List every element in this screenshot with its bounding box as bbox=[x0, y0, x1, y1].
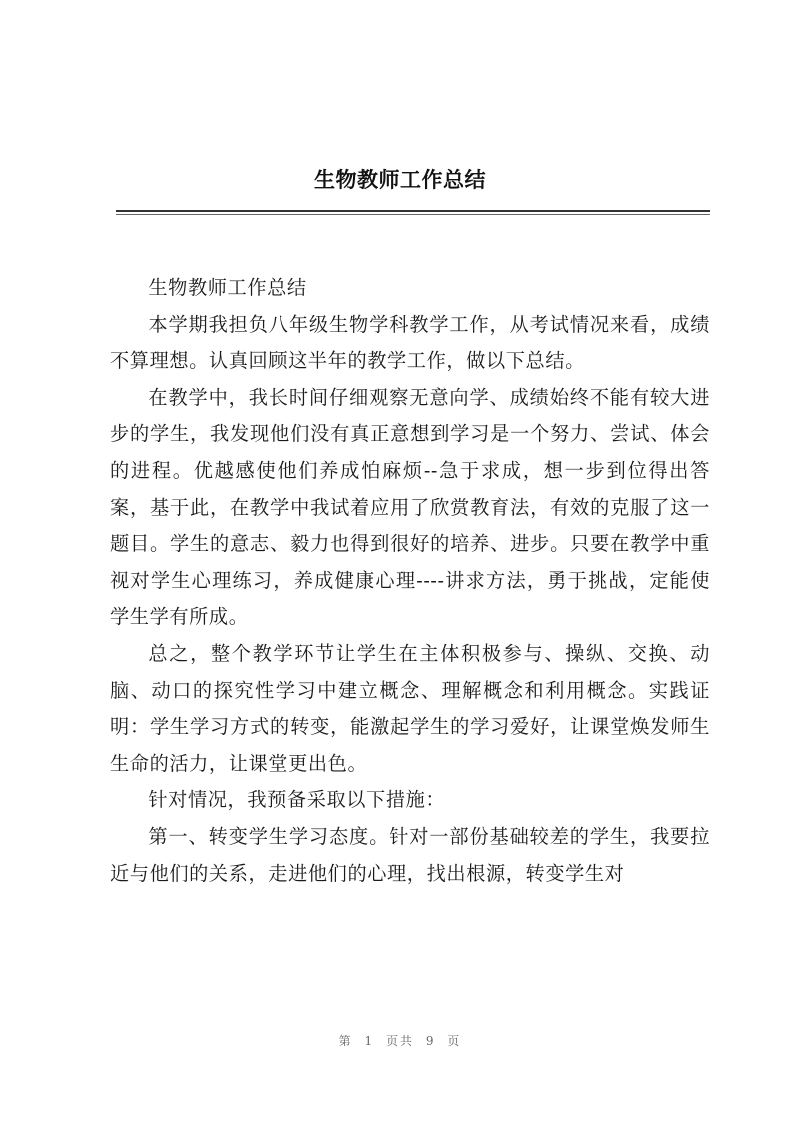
document-body bbox=[110, 270, 710, 892]
paragraph: 第一、转变学生学习态度。针对一部份基础较差的学生，我要拉近与他们的关系，走进他们的心理，找出根源，转变学生对 bbox=[110, 824, 710, 885]
paragraph: 在教学中，我长时间仔细观察无意向学、成绩始终不能有较大进步的学生，我发现他们没有真正意想到学习是一个努力、尝试、体会的进程。优越感使他们养成怕麻烦--急于求成，想一步到位得出答案，基于此，在教学中我试着应用了欣赏教育法，有效的克服了这一题目。学生的意志、毅力也得到很好的培养、进步。只要在教学中重视对学生心理练习，养成健康心理----讲求方法，勇于挑战，定能使学生学有所成。 bbox=[110, 385, 710, 629]
paragraph: 针对情况，我预备采取以下措施： bbox=[148, 788, 446, 812]
page-label-suffix: 页 bbox=[447, 1034, 462, 1048]
document-title: 生物教师工作总结 bbox=[314, 168, 486, 192]
page-footer bbox=[0, 1032, 800, 1049]
paragraph: 本学期我担负八年级生物学科教学工作，从考试情况来看，成绩不算理想。认真回顾这半年的教学工作，做以下总结。 bbox=[110, 312, 710, 373]
page-label-middle: 页共 bbox=[385, 1034, 414, 1048]
paragraph: 总之，整个教学环节让学生在主体积极参与、操纵、交换、动脑、动口的探究性学习中建立概念、理解概念和利用概念。实践证明：学生学习方式的转变，能激起学生的学习爱好，让课堂焕发师生生命的活力，让课堂更出色。 bbox=[110, 641, 710, 775]
page-total: 9 bbox=[425, 1034, 436, 1048]
page-label-prefix: 第 bbox=[338, 1034, 353, 1048]
title-divider bbox=[116, 210, 710, 212]
title-divider-thin bbox=[116, 214, 710, 215]
page-number: 1 bbox=[364, 1034, 375, 1048]
paragraph-heading: 生物教师工作总结 bbox=[148, 276, 307, 299]
